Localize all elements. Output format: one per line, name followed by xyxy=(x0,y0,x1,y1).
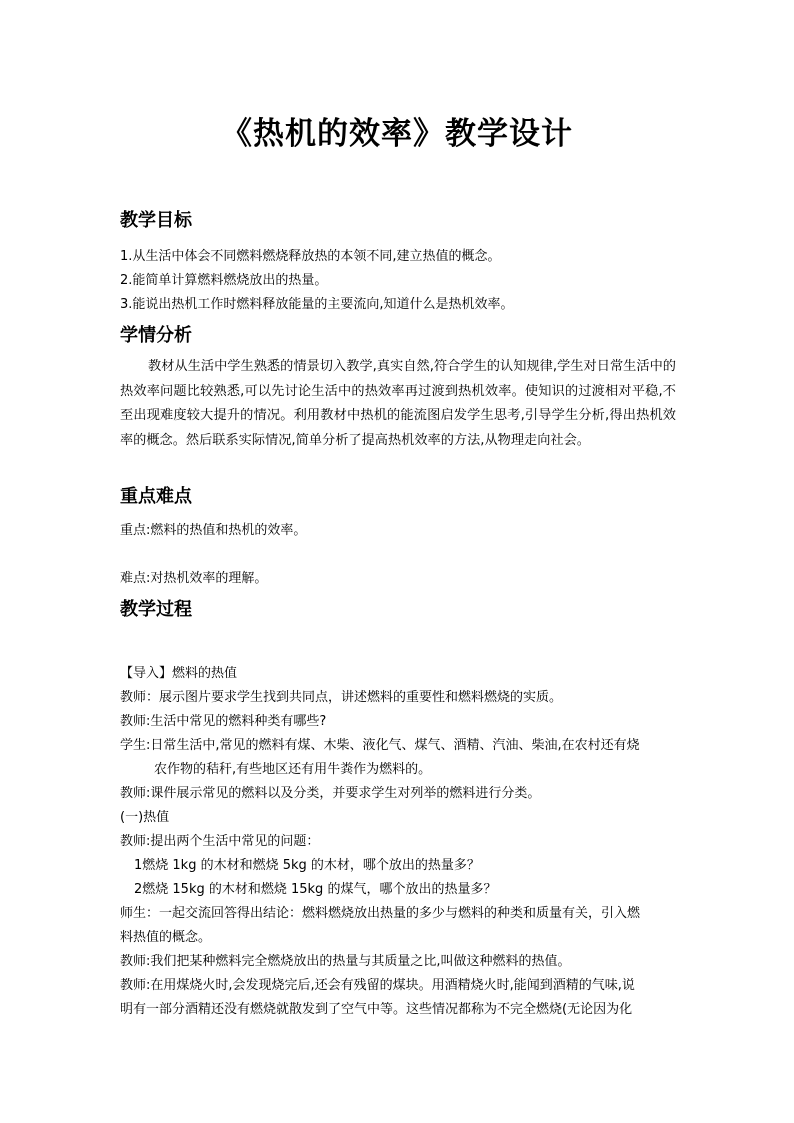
process-line: 教师:在用煤烧火时,会发现烧完后,还会有残留的煤块。用酒精烧火时,能闻到酒精的气味,说 xyxy=(120,978,635,993)
process-line: 学生:日常生活中,常见的燃料有煤、木柴、液化气、煤气、酒精、汽油、柴油,在农村还有烧 xyxy=(120,738,640,753)
goal-item-2: 2.能简单计算燃料燃烧放出的热量。 xyxy=(120,273,328,288)
process-line: 明有一部分酒精还没有燃烧就散发到了空气中等。这些情况都称为不完全燃烧(无论因为化 xyxy=(120,1002,633,1017)
process-line: 1燃烧 1kg 的木材和燃烧 5kg 的木材，哪个放出的热量多？ xyxy=(134,858,480,873)
process-line: 料热值的概念。 xyxy=(120,930,212,945)
document-title: 《热机的效率》教学设计 xyxy=(221,116,573,152)
process-line: 教师:生活中常见的燃料种类有哪些? xyxy=(120,714,327,729)
heading-process: 教学过程 xyxy=(120,599,192,620)
difficult-point: 难点:对热机效率的理解。 xyxy=(120,571,268,586)
heading-analysis: 学情分析 xyxy=(120,325,192,346)
process-line: 教师:课件展示常见的燃料以及分类，并要求学生对列举的燃料进行分类。 xyxy=(120,786,541,801)
process-line: 【导入】燃料的热值 xyxy=(120,666,238,681)
analysis-paragraph: 教材从生活中学生熟悉的情景切入教学,真实自然,符合学生的认知规律,学生对日常生活中的热效率问题比较熟悉,可以先讨论生活中的热效率再过渡到热机效率。使知识的过渡相对平稳,不至出现难度较大提升的情况。利用教材中热机的能流图启发学生思考,引导学生分析,得出热机效率的概念。然后联系实际情况,简单分析了提高热机效率的方法,从物理走向社会。 xyxy=(120,359,676,448)
process-line: 教师:提出两个生活中常见的问题： xyxy=(120,834,320,849)
process-line: 2燃烧 15kg 的木材和燃烧 15kg 的煤气，哪个放出的热量多？ xyxy=(134,882,497,897)
process-line: 师生：一起交流回答得出结论：燃料燃烧放出热量的多少与燃料的种类和质量有关，引入燃 xyxy=(120,906,641,921)
key-point: 重点:燃料的热值和热机的效率。 xyxy=(120,523,307,538)
process-line: 教师:我们把某种燃料完全燃烧放出的热量与其质量之比,叫做这种燃料的热值。 xyxy=(120,954,571,969)
heading-keypoints: 重点难点 xyxy=(120,486,192,507)
process-line: 农作物的秸秆,有些地区还有用牛粪作为燃料的。 xyxy=(154,762,432,777)
process-line: 教师：展示图片要求学生找到共同点，讲述燃料的重要性和燃料燃烧的实质。 xyxy=(120,690,563,705)
heading-goals: 教学目标 xyxy=(120,210,192,231)
process-line: (一)热值 xyxy=(120,810,170,825)
goal-item-3: 3.能说出热机工作时燃料释放能量的主要流向,知道什么是热机效率。 xyxy=(120,297,514,312)
goal-item-1: 1.从生活中体会不同燃料燃烧释放热的本领不同,建立热值的概念。 xyxy=(120,249,501,264)
